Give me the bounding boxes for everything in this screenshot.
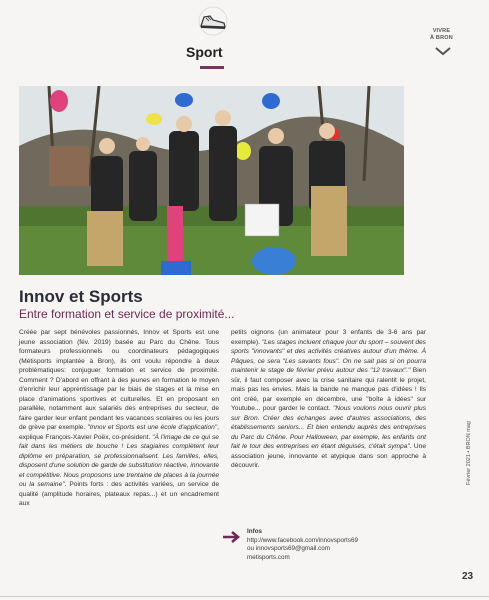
brand-line-2: À BRON [430,35,453,41]
col2-text-2: Bien sûr, il faut composer avec la crise sanitaire qui ralentit le projet, mais pas les envies. Mais la bande ne manque pas d'idées ! Ils ont créé, par exemple en décembre, une "boîte à idées" sur Youtube... pour garder le contact. [231,367,427,412]
brand-line-1: VIVRE [432,28,451,34]
footer-divider [0,596,489,597]
info-label: Infos [247,528,263,535]
col2-quote-2: "Nous voulons nous ouvrir plus sur Bron. Créer des échanges avec d'autres associations, des établissements seniors... Et bien entendu auprès des entreprises du Parc du Chêne. Pour Halloween, par exemple, les enfants ont fait le tour des entreprises en étant déguisés, c'était sympa" [231,405,426,450]
col1-quote-2: "À l'image de ce qui se fait dans les métiers de bouche ! Les stagiaires complètent leur diplôme en préparation, se professionnalisent. Les familles, elles, disposent d'une solution de garde de substitution réactive, innovante et compétitive. Nous proposons une trentaine de places à la journée ou la semaine" [19,433,219,488]
col1-text-2: , explique François-Xavier Poëx, co-président. [19,424,219,441]
rubric-underline [200,66,224,69]
col2-quote-1: "Les stages incluent chaque jour du sport – souvent des sports "innovants" et des activités créatives autour d'un thème. À Pâques, ce sera "Les savants fous". On ne sait pas si on pourra maintenir le stage de février prévu autour des "12 travaux"." [231,338,426,374]
col2-text-1: petits oignons (un animateur pour 3 enfants de 3-6 ans par exemple). [231,329,426,346]
info-links [247,528,358,562]
facebook-link[interactable]: http://www.facebook.com/innovsports69 [247,536,358,544]
issue-date: Février 2021 • BRON mag [466,421,472,485]
col1-quote-1: "Innov et Sports est une école d'application" [87,424,218,431]
email-link[interactable]: innovsports69@gmail.com [255,545,331,553]
col1-text-1: Créée par sept bénévoles passionnés, Innov et Sports est une jeune association (fév. 2019) basée au Parc du Chêne. Tous formateurs professionnels ou coordinateurs pédagogiques (Métisports implantée à Bron), ils ont voulu répondre à deux problématiques: conjuguer formation et service de proximité. Comment ? D'abord en offrant à des jeunes en formation le moyen d'enrichir leur apprentissage par le biais de stages et la mise en place d'animations sportives et culturelles. Et en proposant en parallèle, notamment aux salariés des entreprises du secteur, de faire garder leur enfant pendant les vacances scolaires ou les jours de grève par exemple. [19,329,219,431]
site-link[interactable]: metisports.com [247,553,290,561]
arrow-right-icon [222,530,244,544]
sneaker-icon [196,6,230,36]
group-photo [19,86,404,275]
or-text: ou [247,545,255,553]
article-column-2 [231,328,426,471]
col2-text-3: . Une association jeune, innovante et atypique dans son approche à découvrir. [231,443,426,469]
col1-text-3: . Points forts : des activités variées, un service de qualité (amplitude horaires, plateaux repas...) et un encadrement aux [19,481,219,507]
brand-label [430,28,453,42]
page-number: 23 [462,571,474,582]
article-column-1 [19,328,219,509]
article-subtitle: Entre formation et service de proximité... [19,307,235,321]
article-title: Innov et Sports [19,287,143,306]
brand-arrow-icon [435,46,451,56]
section-rubric: Sport [186,44,223,60]
